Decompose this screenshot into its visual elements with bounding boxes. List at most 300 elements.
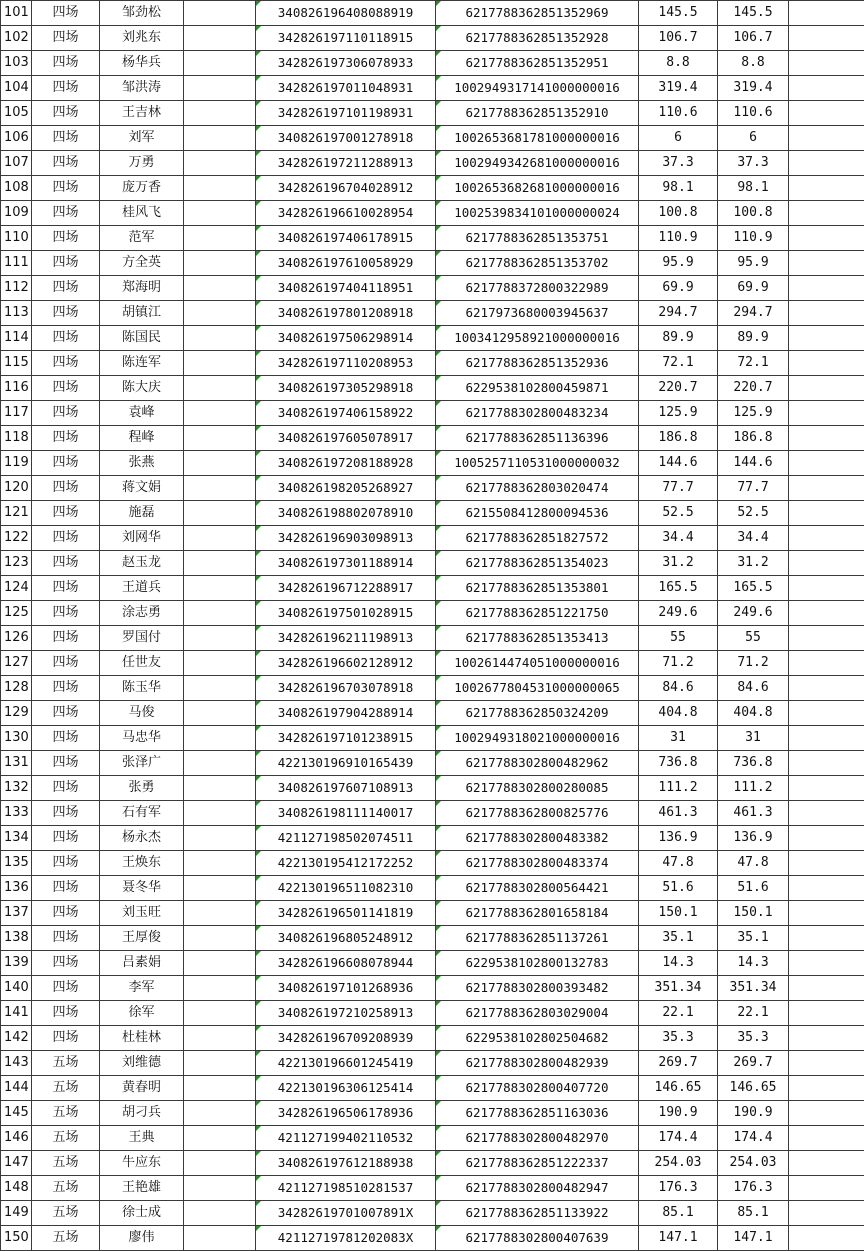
spacer-cell[interactable] [184, 826, 256, 851]
empty-cell[interactable] [789, 626, 864, 651]
empty-cell[interactable] [789, 826, 864, 851]
farm-cell[interactable]: 五场 [32, 1126, 100, 1151]
amount-total-cell[interactable]: 35.1 [718, 926, 789, 951]
bank-account-cell[interactable]: 6217788362851352936 [436, 351, 639, 376]
farm-cell[interactable]: 四场 [32, 376, 100, 401]
id-number-cell[interactable]: 340826198111140017 [256, 801, 436, 826]
amount-cell[interactable]: 71.2 [639, 651, 718, 676]
bank-account-cell[interactable]: 1002949317141000000016 [436, 76, 639, 101]
name-cell[interactable]: 郑海明 [100, 276, 184, 301]
spacer-cell[interactable] [184, 251, 256, 276]
empty-cell[interactable] [789, 951, 864, 976]
spacer-cell[interactable] [184, 801, 256, 826]
id-number-cell[interactable]: 342826196608078944 [256, 951, 436, 976]
bank-account-cell[interactable]: 6217788302800482939 [436, 1051, 639, 1076]
amount-cell[interactable]: 6 [639, 126, 718, 151]
id-number-cell[interactable]: 421127198510281537 [256, 1176, 436, 1201]
amount-cell[interactable]: 31.2 [639, 551, 718, 576]
row-number-cell[interactable]: 114 [1, 326, 32, 351]
bank-account-cell[interactable]: 6217788362851353702 [436, 251, 639, 276]
farm-cell[interactable]: 四场 [32, 276, 100, 301]
amount-cell[interactable]: 186.8 [639, 426, 718, 451]
row-number-cell[interactable]: 131 [1, 751, 32, 776]
farm-cell[interactable]: 五场 [32, 1176, 100, 1201]
bank-account-cell[interactable]: 6217788302800483374 [436, 851, 639, 876]
amount-total-cell[interactable]: 8.8 [718, 51, 789, 76]
spacer-cell[interactable] [184, 1176, 256, 1201]
row-number-cell[interactable]: 141 [1, 1001, 32, 1026]
farm-cell[interactable]: 四场 [32, 326, 100, 351]
bank-account-cell[interactable]: 6217788362850324209 [436, 701, 639, 726]
bank-account-cell[interactable]: 6217788362851352969 [436, 1, 639, 26]
farm-cell[interactable]: 四场 [32, 76, 100, 101]
id-number-cell[interactable]: 342826196211198913 [256, 626, 436, 651]
row-number-cell[interactable]: 132 [1, 776, 32, 801]
id-number-cell[interactable]: 340826197506298914 [256, 326, 436, 351]
bank-account-cell[interactable]: 6229538102800132783 [436, 951, 639, 976]
bank-account-cell[interactable]: 1005257110531000000032 [436, 451, 639, 476]
amount-cell[interactable]: 84.6 [639, 676, 718, 701]
spacer-cell[interactable] [184, 51, 256, 76]
farm-cell[interactable]: 四场 [32, 826, 100, 851]
farm-cell[interactable]: 四场 [32, 601, 100, 626]
id-number-cell[interactable]: 422130195412172252 [256, 851, 436, 876]
name-cell[interactable]: 庞万香 [100, 176, 184, 201]
bank-account-cell[interactable]: 6217788362851354023 [436, 551, 639, 576]
spacer-cell[interactable] [184, 1026, 256, 1051]
bank-account-cell[interactable]: 1002653681781000000016 [436, 126, 639, 151]
name-cell[interactable]: 施磊 [100, 501, 184, 526]
farm-cell[interactable]: 四场 [32, 576, 100, 601]
name-cell[interactable]: 邹劲松 [100, 1, 184, 26]
empty-cell[interactable] [789, 901, 864, 926]
empty-cell[interactable] [789, 801, 864, 826]
empty-cell[interactable] [789, 51, 864, 76]
amount-cell[interactable]: 89.9 [639, 326, 718, 351]
farm-cell[interactable]: 四场 [32, 676, 100, 701]
amount-total-cell[interactable]: 220.7 [718, 376, 789, 401]
spacer-cell[interactable] [184, 351, 256, 376]
farm-cell[interactable]: 四场 [32, 901, 100, 926]
amount-total-cell[interactable]: 736.8 [718, 751, 789, 776]
amount-cell[interactable]: 51.6 [639, 876, 718, 901]
farm-cell[interactable]: 四场 [32, 476, 100, 501]
row-number-cell[interactable]: 103 [1, 51, 32, 76]
empty-cell[interactable] [789, 301, 864, 326]
amount-total-cell[interactable]: 47.8 [718, 851, 789, 876]
row-number-cell[interactable]: 124 [1, 576, 32, 601]
amount-total-cell[interactable]: 404.8 [718, 701, 789, 726]
name-cell[interactable]: 李军 [100, 976, 184, 1001]
amount-total-cell[interactable]: 31 [718, 726, 789, 751]
row-number-cell[interactable]: 130 [1, 726, 32, 751]
id-number-cell[interactable]: 342826196602128912 [256, 651, 436, 676]
bank-account-cell[interactable]: 6217788362851136396 [436, 426, 639, 451]
row-number-cell[interactable]: 125 [1, 601, 32, 626]
farm-cell[interactable]: 四场 [32, 51, 100, 76]
spacer-cell[interactable] [184, 1101, 256, 1126]
id-number-cell[interactable]: 342826197211288913 [256, 151, 436, 176]
name-cell[interactable]: 赵玉龙 [100, 551, 184, 576]
spacer-cell[interactable] [184, 501, 256, 526]
empty-cell[interactable] [789, 976, 864, 1001]
name-cell[interactable]: 牛应东 [100, 1151, 184, 1176]
spacer-cell[interactable] [184, 426, 256, 451]
id-number-cell[interactable]: 340826197406158922 [256, 401, 436, 426]
empty-cell[interactable] [789, 576, 864, 601]
empty-cell[interactable] [789, 426, 864, 451]
name-cell[interactable]: 张勇 [100, 776, 184, 801]
amount-cell[interactable]: 249.6 [639, 601, 718, 626]
spacer-cell[interactable] [184, 701, 256, 726]
bank-account-cell[interactable]: 1003412958921000000016 [436, 326, 639, 351]
spacer-cell[interactable] [184, 76, 256, 101]
spacer-cell[interactable] [184, 176, 256, 201]
amount-total-cell[interactable]: 34.4 [718, 526, 789, 551]
id-number-cell[interactable]: 340826196805248912 [256, 926, 436, 951]
id-number-cell[interactable]: 34282619701007891X [256, 1201, 436, 1226]
empty-cell[interactable] [789, 701, 864, 726]
empty-cell[interactable] [789, 76, 864, 101]
spacer-cell[interactable] [184, 876, 256, 901]
id-number-cell[interactable]: 42112719781202083X [256, 1226, 436, 1251]
farm-cell[interactable]: 四场 [32, 1026, 100, 1051]
id-number-cell[interactable]: 340826197607108913 [256, 776, 436, 801]
empty-cell[interactable] [789, 376, 864, 401]
amount-cell[interactable]: 125.9 [639, 401, 718, 426]
id-number-cell[interactable]: 342826197011048931 [256, 76, 436, 101]
name-cell[interactable]: 范军 [100, 226, 184, 251]
farm-cell[interactable]: 五场 [32, 1226, 100, 1251]
bank-account-cell[interactable]: 6217788302800483234 [436, 401, 639, 426]
name-cell[interactable]: 罗国付 [100, 626, 184, 651]
empty-cell[interactable] [789, 751, 864, 776]
id-number-cell[interactable]: 340826197605078917 [256, 426, 436, 451]
farm-cell[interactable]: 四场 [32, 301, 100, 326]
farm-cell[interactable]: 四场 [32, 1, 100, 26]
name-cell[interactable]: 万勇 [100, 151, 184, 176]
row-number-cell[interactable]: 126 [1, 626, 32, 651]
id-number-cell[interactable]: 340826197301188914 [256, 551, 436, 576]
spacer-cell[interactable] [184, 626, 256, 651]
name-cell[interactable]: 程峰 [100, 426, 184, 451]
amount-cell[interactable]: 72.1 [639, 351, 718, 376]
amount-cell[interactable]: 69.9 [639, 276, 718, 301]
amount-cell[interactable]: 294.7 [639, 301, 718, 326]
row-number-cell[interactable]: 102 [1, 26, 32, 51]
empty-cell[interactable] [789, 1076, 864, 1101]
name-cell[interactable]: 张泽广 [100, 751, 184, 776]
bank-account-cell[interactable]: 6217788302800482962 [436, 751, 639, 776]
id-number-cell[interactable]: 342826196610028954 [256, 201, 436, 226]
name-cell[interactable]: 马俊 [100, 701, 184, 726]
farm-cell[interactable]: 四场 [32, 26, 100, 51]
farm-cell[interactable]: 四场 [32, 101, 100, 126]
spacer-cell[interactable] [184, 1151, 256, 1176]
empty-cell[interactable] [789, 651, 864, 676]
amount-total-cell[interactable]: 269.7 [718, 1051, 789, 1076]
name-cell[interactable]: 陈连军 [100, 351, 184, 376]
farm-cell[interactable]: 四场 [32, 926, 100, 951]
amount-cell[interactable]: 404.8 [639, 701, 718, 726]
id-number-cell[interactable]: 340826196408088919 [256, 1, 436, 26]
bank-account-cell[interactable]: 1002949342681000000016 [436, 151, 639, 176]
empty-cell[interactable] [789, 776, 864, 801]
empty-cell[interactable] [789, 1101, 864, 1126]
spacer-cell[interactable] [184, 751, 256, 776]
id-number-cell[interactable]: 422130196601245419 [256, 1051, 436, 1076]
farm-cell[interactable]: 四场 [32, 851, 100, 876]
amount-total-cell[interactable]: 186.8 [718, 426, 789, 451]
id-number-cell[interactable]: 421127198502074511 [256, 826, 436, 851]
id-number-cell[interactable]: 342826197101238915 [256, 726, 436, 751]
id-number-cell[interactable]: 340826197610058929 [256, 251, 436, 276]
spacer-cell[interactable] [184, 276, 256, 301]
row-number-cell[interactable]: 149 [1, 1201, 32, 1226]
empty-cell[interactable] [789, 251, 864, 276]
name-cell[interactable]: 王吉林 [100, 101, 184, 126]
row-number-cell[interactable]: 137 [1, 901, 32, 926]
empty-cell[interactable] [789, 276, 864, 301]
row-number-cell[interactable]: 145 [1, 1101, 32, 1126]
amount-total-cell[interactable]: 14.3 [718, 951, 789, 976]
farm-cell[interactable]: 五场 [32, 1101, 100, 1126]
empty-cell[interactable] [789, 326, 864, 351]
amount-total-cell[interactable]: 95.9 [718, 251, 789, 276]
farm-cell[interactable]: 四场 [32, 401, 100, 426]
amount-total-cell[interactable]: 144.6 [718, 451, 789, 476]
spacer-cell[interactable] [184, 526, 256, 551]
bank-account-cell[interactable]: 6217788362851827572 [436, 526, 639, 551]
farm-cell[interactable]: 四场 [32, 1001, 100, 1026]
row-number-cell[interactable]: 119 [1, 451, 32, 476]
name-cell[interactable]: 胡镇江 [100, 301, 184, 326]
name-cell[interactable]: 刘玉旺 [100, 901, 184, 926]
name-cell[interactable]: 刘维德 [100, 1051, 184, 1076]
name-cell[interactable]: 陈玉华 [100, 676, 184, 701]
amount-cell[interactable]: 85.1 [639, 1201, 718, 1226]
empty-cell[interactable] [789, 1201, 864, 1226]
name-cell[interactable]: 蒋文娟 [100, 476, 184, 501]
row-number-cell[interactable]: 110 [1, 226, 32, 251]
empty-cell[interactable] [789, 551, 864, 576]
name-cell[interactable]: 胡刁兵 [100, 1101, 184, 1126]
id-number-cell[interactable]: 340826197001278918 [256, 126, 436, 151]
empty-cell[interactable] [789, 476, 864, 501]
empty-cell[interactable] [789, 926, 864, 951]
amount-total-cell[interactable]: 51.6 [718, 876, 789, 901]
row-number-cell[interactable]: 144 [1, 1076, 32, 1101]
farm-cell[interactable]: 四场 [32, 251, 100, 276]
name-cell[interactable]: 聂冬华 [100, 876, 184, 901]
amount-cell[interactable]: 14.3 [639, 951, 718, 976]
spacer-cell[interactable] [184, 1126, 256, 1151]
name-cell[interactable]: 杨永杰 [100, 826, 184, 851]
amount-cell[interactable]: 254.03 [639, 1151, 718, 1176]
empty-cell[interactable] [789, 601, 864, 626]
amount-cell[interactable]: 461.3 [639, 801, 718, 826]
id-number-cell[interactable]: 342826197306078933 [256, 51, 436, 76]
spacer-cell[interactable] [184, 1, 256, 26]
id-number-cell[interactable]: 342826196703078918 [256, 676, 436, 701]
row-number-cell[interactable]: 118 [1, 426, 32, 451]
id-number-cell[interactable]: 340826198205268927 [256, 476, 436, 501]
spacer-cell[interactable] [184, 1226, 256, 1251]
amount-total-cell[interactable]: 111.2 [718, 776, 789, 801]
name-cell[interactable]: 王道兵 [100, 576, 184, 601]
bank-account-cell[interactable]: 6229538102802504682 [436, 1026, 639, 1051]
id-number-cell[interactable]: 422130196910165439 [256, 751, 436, 776]
bank-account-cell[interactable]: 6217973680003945637 [436, 301, 639, 326]
bank-account-cell[interactable]: 1002614474051000000016 [436, 651, 639, 676]
farm-cell[interactable]: 四场 [32, 626, 100, 651]
row-number-cell[interactable]: 120 [1, 476, 32, 501]
amount-total-cell[interactable]: 55 [718, 626, 789, 651]
bank-account-cell[interactable]: 1002539834101000000024 [436, 201, 639, 226]
bank-account-cell[interactable]: 6217788362851222337 [436, 1151, 639, 1176]
name-cell[interactable]: 黄春明 [100, 1076, 184, 1101]
id-number-cell[interactable]: 342826196709208939 [256, 1026, 436, 1051]
row-number-cell[interactable]: 108 [1, 176, 32, 201]
name-cell[interactable]: 刘军 [100, 126, 184, 151]
id-number-cell[interactable]: 340826198802078910 [256, 501, 436, 526]
farm-cell[interactable]: 四场 [32, 726, 100, 751]
row-number-cell[interactable]: 138 [1, 926, 32, 951]
name-cell[interactable]: 任世友 [100, 651, 184, 676]
amount-cell[interactable]: 136.9 [639, 826, 718, 851]
amount-total-cell[interactable]: 146.65 [718, 1076, 789, 1101]
empty-cell[interactable] [789, 351, 864, 376]
spacer-cell[interactable] [184, 726, 256, 751]
amount-cell[interactable]: 147.1 [639, 1226, 718, 1251]
amount-total-cell[interactable]: 176.3 [718, 1176, 789, 1201]
name-cell[interactable]: 刘网华 [100, 526, 184, 551]
spacer-cell[interactable] [184, 976, 256, 1001]
amount-cell[interactable]: 55 [639, 626, 718, 651]
row-number-cell[interactable]: 135 [1, 851, 32, 876]
row-number-cell[interactable]: 104 [1, 76, 32, 101]
id-number-cell[interactable]: 422130196306125414 [256, 1076, 436, 1101]
empty-cell[interactable] [789, 726, 864, 751]
name-cell[interactable]: 王焕东 [100, 851, 184, 876]
spacer-cell[interactable] [184, 1076, 256, 1101]
amount-cell[interactable]: 106.7 [639, 26, 718, 51]
bank-account-cell[interactable]: 6217788362851353751 [436, 226, 639, 251]
amount-cell[interactable]: 110.6 [639, 101, 718, 126]
amount-cell[interactable]: 100.8 [639, 201, 718, 226]
bank-account-cell[interactable]: 6217788362851352951 [436, 51, 639, 76]
id-number-cell[interactable]: 422130196511082310 [256, 876, 436, 901]
row-number-cell[interactable]: 109 [1, 201, 32, 226]
amount-cell[interactable]: 351.34 [639, 976, 718, 1001]
name-cell[interactable]: 邹洪涛 [100, 76, 184, 101]
row-number-cell[interactable]: 106 [1, 126, 32, 151]
farm-cell[interactable]: 四场 [32, 651, 100, 676]
id-number-cell[interactable]: 421127199402110532 [256, 1126, 436, 1151]
empty-cell[interactable] [789, 851, 864, 876]
bank-account-cell[interactable]: 6217788372800322989 [436, 276, 639, 301]
empty-cell[interactable] [789, 151, 864, 176]
farm-cell[interactable]: 四场 [32, 976, 100, 1001]
spacer-cell[interactable] [184, 101, 256, 126]
amount-cell[interactable]: 22.1 [639, 1001, 718, 1026]
amount-cell[interactable]: 8.8 [639, 51, 718, 76]
spacer-cell[interactable] [184, 451, 256, 476]
spacer-cell[interactable] [184, 151, 256, 176]
amount-cell[interactable]: 47.8 [639, 851, 718, 876]
spacer-cell[interactable] [184, 1051, 256, 1076]
bank-account-cell[interactable]: 6217788302800564421 [436, 876, 639, 901]
amount-cell[interactable]: 269.7 [639, 1051, 718, 1076]
row-number-cell[interactable]: 128 [1, 676, 32, 701]
spacer-cell[interactable] [184, 926, 256, 951]
farm-cell[interactable]: 四场 [32, 776, 100, 801]
row-number-cell[interactable]: 142 [1, 1026, 32, 1051]
row-number-cell[interactable]: 129 [1, 701, 32, 726]
empty-cell[interactable] [789, 451, 864, 476]
bank-account-cell[interactable]: 6215508412800094536 [436, 501, 639, 526]
name-cell[interactable]: 王厚俊 [100, 926, 184, 951]
farm-cell[interactable]: 四场 [32, 351, 100, 376]
row-number-cell[interactable]: 122 [1, 526, 32, 551]
amount-total-cell[interactable]: 294.7 [718, 301, 789, 326]
empty-cell[interactable] [789, 526, 864, 551]
empty-cell[interactable] [789, 176, 864, 201]
spacer-cell[interactable] [184, 1001, 256, 1026]
amount-total-cell[interactable]: 6 [718, 126, 789, 151]
amount-cell[interactable]: 146.65 [639, 1076, 718, 1101]
amount-total-cell[interactable]: 125.9 [718, 401, 789, 426]
spacer-cell[interactable] [184, 301, 256, 326]
empty-cell[interactable] [789, 26, 864, 51]
bank-account-cell[interactable]: 1002653682681000000016 [436, 176, 639, 201]
amount-total-cell[interactable]: 84.6 [718, 676, 789, 701]
amount-total-cell[interactable]: 89.9 [718, 326, 789, 351]
name-cell[interactable]: 吕素娟 [100, 951, 184, 976]
empty-cell[interactable] [789, 1126, 864, 1151]
bank-account-cell[interactable]: 1002677804531000000065 [436, 676, 639, 701]
empty-cell[interactable] [789, 101, 864, 126]
amount-total-cell[interactable]: 110.6 [718, 101, 789, 126]
empty-cell[interactable] [789, 501, 864, 526]
name-cell[interactable]: 廖伟 [100, 1226, 184, 1251]
amount-cell[interactable]: 98.1 [639, 176, 718, 201]
amount-cell[interactable]: 190.9 [639, 1101, 718, 1126]
farm-cell[interactable]: 四场 [32, 426, 100, 451]
amount-total-cell[interactable]: 85.1 [718, 1201, 789, 1226]
amount-total-cell[interactable]: 319.4 [718, 76, 789, 101]
bank-account-cell[interactable]: 1002949318021000000016 [436, 726, 639, 751]
amount-cell[interactable]: 52.5 [639, 501, 718, 526]
empty-cell[interactable] [789, 1026, 864, 1051]
row-number-cell[interactable]: 117 [1, 401, 32, 426]
name-cell[interactable]: 杨华兵 [100, 51, 184, 76]
amount-cell[interactable]: 176.3 [639, 1176, 718, 1201]
id-number-cell[interactable]: 340826197904288914 [256, 701, 436, 726]
empty-cell[interactable] [789, 876, 864, 901]
amount-cell[interactable]: 35.1 [639, 926, 718, 951]
name-cell[interactable]: 王典 [100, 1126, 184, 1151]
bank-account-cell[interactable]: 6217788362851133922 [436, 1201, 639, 1226]
empty-cell[interactable] [789, 1226, 864, 1251]
bank-account-cell[interactable]: 6217788362851353413 [436, 626, 639, 651]
name-cell[interactable]: 张燕 [100, 451, 184, 476]
amount-total-cell[interactable]: 37.3 [718, 151, 789, 176]
farm-cell[interactable]: 四场 [32, 526, 100, 551]
spacer-cell[interactable] [184, 651, 256, 676]
farm-cell[interactable]: 四场 [32, 801, 100, 826]
spacer-cell[interactable] [184, 26, 256, 51]
